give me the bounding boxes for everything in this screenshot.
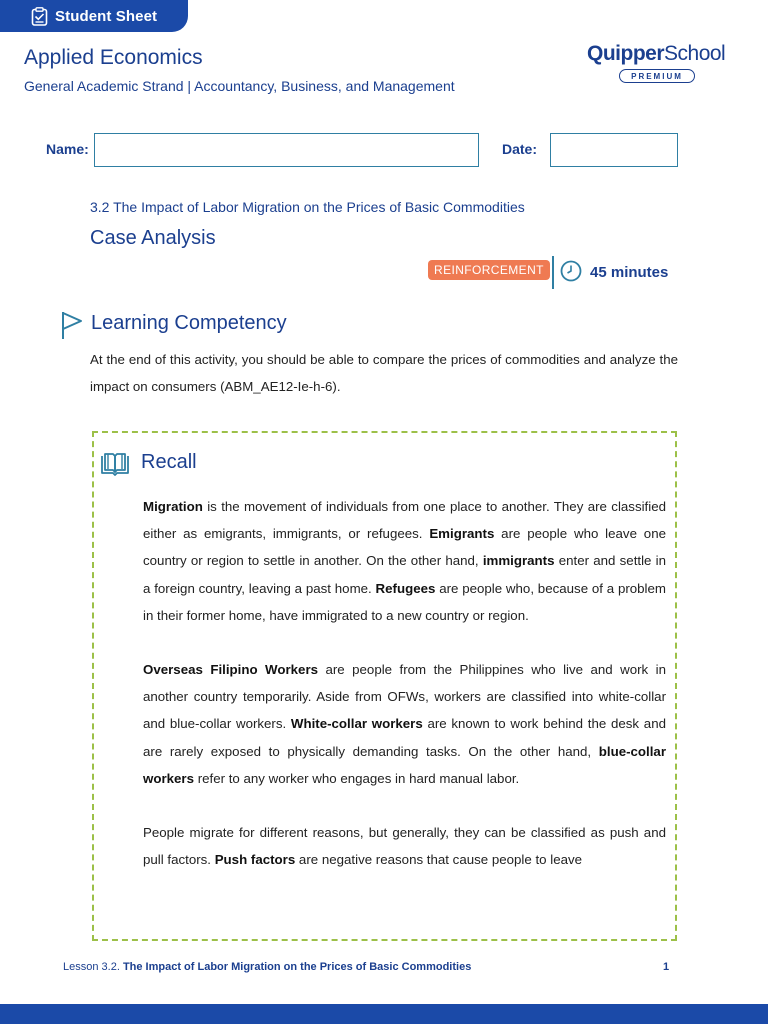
activity-title: Case Analysis <box>90 227 216 249</box>
bottom-bar <box>0 1004 768 1024</box>
student-sheet-tab <box>0 0 188 32</box>
logo-bold: Quipper <box>587 42 665 65</box>
paragraph-text: enter and settle in a foreign country, leaving a past home. <box>143 553 666 596</box>
key-term: Refugees <box>375 580 436 596</box>
paragraph-text: are known to work behind the desk and are rarely exposed to physically demanding tasks. On the other hand, <box>143 716 666 759</box>
date-field[interactable] <box>550 133 678 167</box>
key-term: Overseas Filipino Workers <box>143 662 319 678</box>
logo-premium-badge: PREMIUM <box>619 69 695 83</box>
recall-paragraph <box>143 819 666 873</box>
paragraph-text: are people from the Philippines who live and work in another country temporarily. Aside from OFWs, workers are classified into white-collar and blue-collar workers. <box>143 662 666 732</box>
recall-paragraph <box>143 493 666 629</box>
learning-competency-title: Learning Competency <box>91 312 287 334</box>
footer-lesson-prefix: Lesson 3.2. <box>63 961 123 973</box>
quipper-school-logo <box>587 42 737 83</box>
key-term: Emigrants <box>429 526 495 542</box>
paragraph-text: People migrate for different reasons, but generally, they can be classified as push and pull factors. <box>143 825 666 868</box>
paragraph-text: are people who, because of a problem in their former home, have immigrated to a new country or region. <box>143 580 666 623</box>
paragraph-text: are people who leave one country or region to settle in another. On the other hand, <box>143 526 666 569</box>
logo-light: School <box>664 42 726 65</box>
paragraph-text: is the movement of individuals from one place to another. They are classified either as emigrants, immigrants, or refugees. <box>143 499 666 542</box>
key-term: Migration <box>143 499 203 514</box>
tab-label: Student Sheet <box>55 7 158 25</box>
paragraph-text: refer to any worker who engages in hard manual labor. <box>194 770 520 786</box>
key-term: blue-collar workers <box>143 743 666 786</box>
name-field[interactable] <box>94 133 479 167</box>
key-term: Push factors <box>214 852 296 868</box>
recall-body <box>143 493 666 929</box>
duration-text: 45 minutes <box>590 264 669 281</box>
learning-competency-text: At the end of this activity, you should be able to compare the prices of commodities and analyze the impact on consumers (ABM_AE12-Ie-h-6). <box>90 352 678 394</box>
key-term: immigrants <box>482 553 555 569</box>
subject-title: Applied Economics <box>24 46 203 69</box>
clipboard-check-icon <box>31 7 48 26</box>
clock-icon <box>560 260 582 282</box>
paragraph-text: are negative reasons that cause people to leave <box>295 852 583 868</box>
lesson-title: 3.2 The Impact of Labor Migration on the Prices of Basic Commodities <box>90 199 525 215</box>
strand-subtitle: General Academic Strand | Accountancy, Business, and Management <box>24 78 455 94</box>
date-label: Date: <box>502 141 538 157</box>
reinforcement-badge: REINFORCEMENT <box>428 260 550 280</box>
page-number: 1 <box>663 961 670 973</box>
footer-lesson-title: The Impact of Labor Migration on the Prices of Basic Commodities <box>122 961 472 973</box>
footer-lesson <box>63 961 471 973</box>
recall-title: Recall <box>141 451 197 473</box>
name-label: Name: <box>46 141 89 157</box>
flag-icon <box>60 310 84 340</box>
key-term: White-collar workers <box>290 716 423 732</box>
recall-paragraph <box>143 656 666 792</box>
open-book-icon <box>100 452 130 476</box>
badge-divider <box>552 256 554 289</box>
